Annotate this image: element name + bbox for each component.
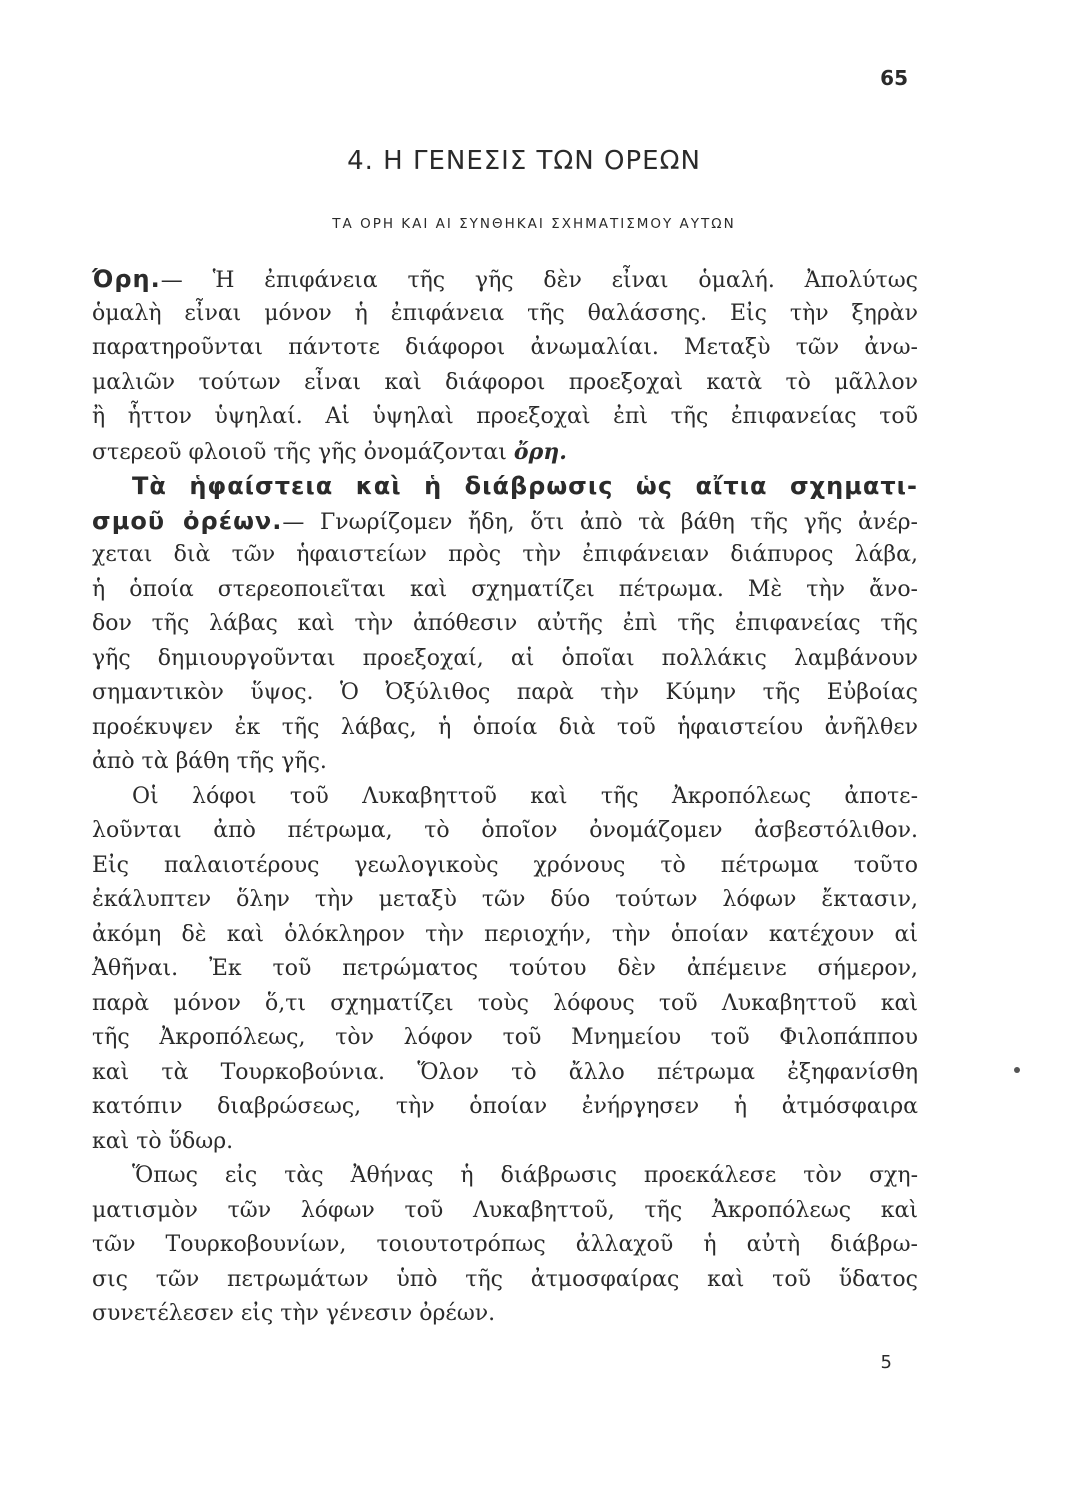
paragraph-1-line-1 (92, 262, 918, 297)
paragraph-2-line-4: δον τῆς λάβας καὶ τὴν ἀπόθεσιν αὐτῆς ἐπὶ τῆς ἐπιφανείας τῆς (92, 611, 918, 636)
signature-mark: 5 (880, 1352, 892, 1373)
body-text (92, 262, 918, 1332)
paragraph-3-line-2: λοῦνται ἀπὸ πέτρωμα, τὸ ὁποῖον ὀνομάζομεν ἀσβεστόλιθον. (92, 818, 918, 843)
paragraph-4-line-4: σις τῶν πετρωμάτων ὑπὸ τῆς ἀτμοσφαίρας καὶ τοῦ ὕδατος (92, 1266, 918, 1292)
paragraph-2-line-6: σημαντικὸν ὕψος. Ὁ Ὀξύλιθος παρὰ τὴν Κύμην τῆς Εὐβοίας (92, 680, 918, 705)
paragraph-2-line-1-text: — Γνωρίζομεν ἤδη, ὅτι ἀπὸ τὰ βάθη τῆς γῆς ἀνέρ- (282, 509, 918, 535)
paragraph-1-line-6 (92, 435, 918, 470)
term-ori: ὄρη. (513, 438, 567, 465)
paragraph-3-line-4: ἐκάλυπτεν ὅλην τὴν μεταξὺ τῶν δύο τούτων λόφων ἔκτασιν, (92, 887, 918, 912)
paragraph-1-line-2: ὁμαλὴ εἶναι μόνον ἡ ἐπιφάνεια τῆς θαλάσσης. Εἰς τὴν ξηρὰν (92, 300, 918, 326)
paragraph-3-line-8: τῆς Ἀκροπόλεως, τὸν λόφον τοῦ Μνημείου τοῦ Φιλοπάππου (92, 1025, 918, 1050)
paragraph-1-line-6-text: στερεοῦ φλοιοῦ τῆς γῆς ὀνομάζονται (92, 439, 507, 465)
paragraph-3-line-3: Εἰς παλαιοτέρους γεωλογικοὺς χρόνους τὸ πέτρωμα τοῦτο (92, 852, 918, 878)
paragraph-2-line-3: ἡ ὁποία στερεοποιεῖται καὶ σχηματίζει πέτρωμα. Μὲ τὴν ἄνο- (92, 576, 918, 602)
section-heading-volcanoes: Τὰ ἡφαίστεια καὶ ἡ διάβρωσις ὡς αἴτια σχηματι- (132, 472, 918, 500)
paragraph-3-line-10: κατόπιν διαβρώσεως, τὴν ὁποίαν ἐνήργησεν ἡ ἀτμόσφαιρα (92, 1094, 918, 1119)
page-number: 65 (880, 66, 908, 90)
paragraph-3-line-6: Ἀθῆναι. Ἐκ τοῦ πετρώματος τούτου δὲν ἀπέμεινε σήμερον, (92, 956, 918, 981)
paragraph-3-line-5: ἀκόμη δὲ καὶ ὁλόκληρον τὴν περιοχήν, τὴν ὁποίαν κατέχουν αἱ (92, 921, 918, 947)
paragraph-1-line-1-text: — Ἡ ἐπιφάνεια τῆς γῆς δὲν εἶναι ὁμαλή. Ἀπολύτως (160, 268, 918, 293)
paragraph-3-line-7: παρὰ μόνον ὅ,τι σχηματίζει τοὺς λόφους τοῦ Λυκαβηττοῦ καὶ (92, 990, 918, 1016)
section-heading-ori: Όρη. (92, 265, 161, 293)
paragraph-2-line-1 (92, 504, 918, 539)
chapter-subtitle: ΤΑ ΟΡΗ ΚΑΙ ΑΙ ΣΥΝΘΗΚΑΙ ΣΧΗΜΑΤΙΣΜΟΥ ΑΥΤΩΝ (332, 216, 736, 232)
paragraph-4-line-1: Ὅπως εἰς τὰς Ἀθήνας ἡ διάβρωσις προεκάλεσε τὸν σχη- (132, 1163, 918, 1188)
section-heading-volcanoes-end: σμοῦ ὀρέων. (92, 506, 283, 535)
paragraph-2-line-2: χεται διὰ τῶν ἡφαιστείων πρὸς τὴν ἐπιφάνειαν διάπυρος λάβα, (92, 542, 918, 567)
paragraph-1-line-5: ἢ ἧττον ὑψηλαί. Αἱ ὑψηλαὶ προεξοχαὶ ἐπὶ τῆς ἐπιφανείας τοῦ (92, 404, 918, 429)
chapter-title: 4. Η ΓΕΝΕΣΙΣ ΤΩΝ ΟΡΕΩΝ (347, 146, 701, 176)
paragraph-4-line-3: τῶν Τουρκοβουνίων, τοιουτοτρόπως ἀλλαχοῦ ἡ αὐτὴ διάβρω- (92, 1232, 918, 1257)
paragraph-2-line-5: γῆς δημιουργοῦνται προεξοχαί, αἱ ὁποῖαι πολλάκις λαμβάνουν (92, 645, 918, 671)
paragraph-2-line-7: προέκυψεν ἐκ τῆς λάβας, ἡ ὁποία διὰ τοῦ ἡφαιστείου ἀνῆλθεν (92, 714, 918, 740)
paragraph-1-line-3: παρατηροῦνται πάντοτε διάφοροι ἀνωμαλίαι. Μεταξὺ τῶν ἀνω- (92, 335, 918, 360)
paragraph-3-line-9: καὶ τὰ Τουρκοβούνια. Ὅλον τὸ ἄλλο πέτρωμα ἐξηφανίσθη (92, 1059, 918, 1085)
paragraph-2-line-8: ἀπὸ τὰ βάθη τῆς γῆς. (92, 749, 327, 774)
scan-dot (1014, 1067, 1020, 1073)
paragraph-3-line-11: καὶ τὸ ὕδωρ. (92, 1128, 234, 1154)
paragraph-3-line-1: Οἱ λόφοι τοῦ Λυκαβηττοῦ καὶ τῆς Ἀκροπόλεως ἀποτε- (132, 783, 918, 809)
paragraph-4-line-5: συνετέλεσεν εἰς τὴν γένεσιν ὀρέων. (92, 1301, 496, 1326)
paragraph-1-line-4: μαλιῶν τούτων εἶναι καὶ διάφοροι προεξοχαὶ κατὰ τὸ μᾶλλον (92, 369, 918, 395)
paragraph-4-line-2: ματισμὸν τῶν λόφων τοῦ Λυκαβηττοῦ, τῆς Ἀκροπόλεως καὶ (92, 1197, 918, 1223)
